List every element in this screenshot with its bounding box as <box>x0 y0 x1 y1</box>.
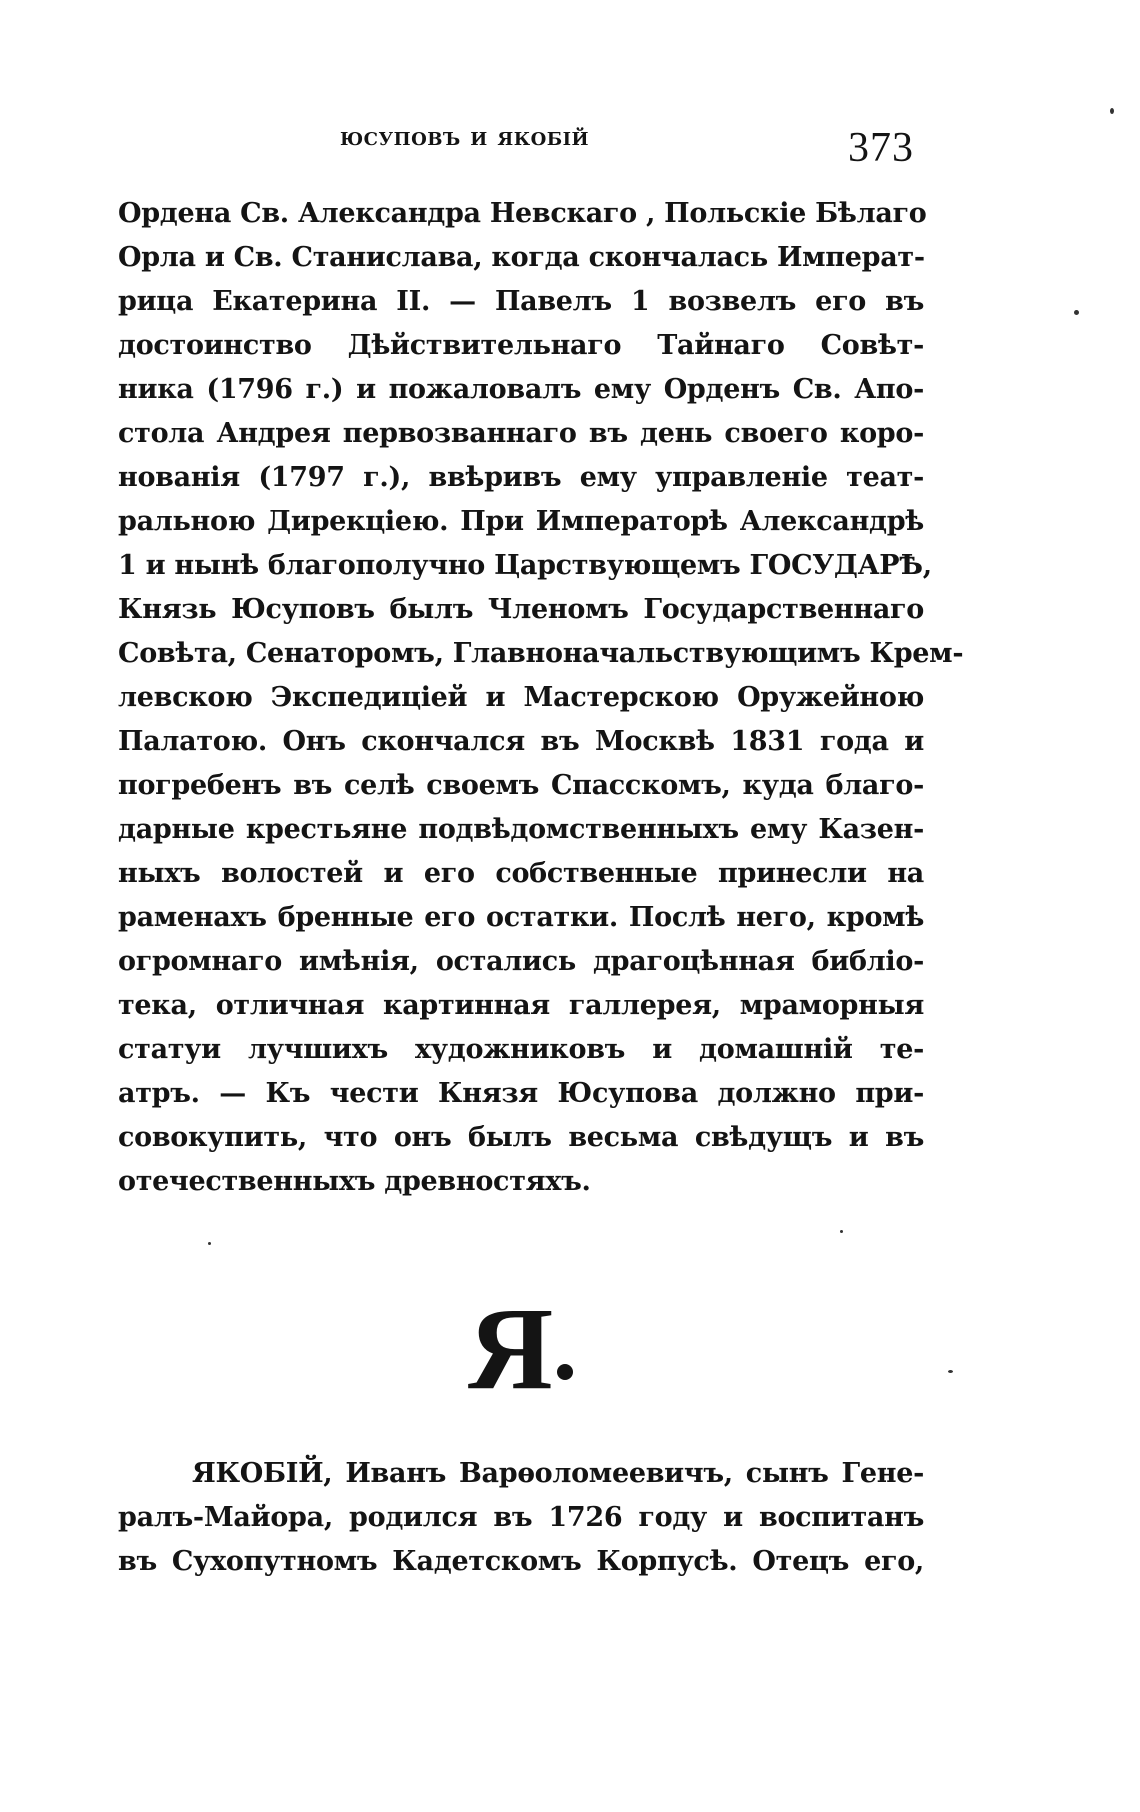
text-line: стола Андрея первозваннаго въ день своего коро- <box>118 418 924 449</box>
section-letter: Я <box>468 1283 554 1414</box>
text-line: рица Екатерина II. — Павелъ 1 возвелъ его въ <box>118 286 924 317</box>
text-line: ныхъ волостей и его собственные принесли на <box>118 858 924 889</box>
text-line: ральною Дирекціею. При Императорѣ Александрѣ <box>118 506 924 537</box>
text-line: достоинство Дѣйствительнаго Тайнаго Совѣт- <box>118 330 924 361</box>
text-line: огромнаго имѣнія, остались драгоцѣнная библіо- <box>118 946 924 977</box>
text-line: левскою Экспедиціей и Мастерскою Оружейною <box>118 682 924 713</box>
body-text <box>118 192 964 1204</box>
entry-line: въ Сухопутномъ Кадетскомъ Корпусѣ. Отецъ его, <box>118 1546 924 1577</box>
print-speck <box>1110 108 1114 114</box>
text-line: погребенъ въ селѣ своемъ Спасскомъ, куда благо- <box>118 770 924 801</box>
print-speck <box>208 1242 211 1245</box>
text-line: совокупить, что онъ былъ весьма свѣдущъ и въ <box>118 1122 924 1153</box>
section-letter-heading <box>468 1283 573 1414</box>
text-line: отечественныхъ древностяхъ. <box>118 1166 591 1197</box>
text-line: 1 и нынѣ благополучно Царствующемъ ГОСУДАРѢ, <box>118 550 932 581</box>
entry-yakobiy <box>118 1452 924 1584</box>
text-line: дарные крестьяне подвѣдомственныхъ ему Казен- <box>118 814 924 845</box>
entry-line: ралъ-Майора, родился въ 1726 году и воспитанъ <box>118 1502 924 1533</box>
print-speck <box>1074 310 1079 315</box>
period-mark <box>557 1364 573 1380</box>
text-line: Палатою. Онъ скончался въ Москвѣ 1831 года и <box>118 726 924 757</box>
text-line: тека, отличная картинная галлерея, мраморныя <box>118 990 924 1021</box>
text-line: Совѣта, Сенаторомъ, Главноначальствующимъ Крем- <box>118 638 964 669</box>
print-speck <box>948 1370 953 1373</box>
text-line: раменахъ бренные его остатки. Послѣ него, кромѣ <box>118 902 924 933</box>
print-speck <box>840 1230 843 1233</box>
text-line: атръ. — Къ чести Князя Юсупова должно при- <box>118 1078 924 1109</box>
text-line: нованія (1797 г.), ввѣривъ ему управленіе теат- <box>118 462 924 493</box>
text-line: статуи лучшихъ художниковъ и домашній те- <box>118 1034 924 1065</box>
text-line: Ордена Св. Александра Невскаго , Польскіе Бѣлаго <box>118 198 927 229</box>
page-number: 373 <box>848 125 914 171</box>
text-line: Князь Юсуповъ былъ Членомъ Государственнаго <box>118 594 924 625</box>
text-line: Орла и Св. Станислава, когда скончалась Императ- <box>118 242 925 273</box>
text-line: ника (1796 г.) и пожаловалъ ему Орденъ Св. Апо- <box>118 374 924 405</box>
running-title: юсуповъ и якобій <box>340 122 590 152</box>
entry-line: ЯКОБІЙ, Иванъ Варѳоломеевичъ, сынъ Гене- <box>192 1458 924 1489</box>
